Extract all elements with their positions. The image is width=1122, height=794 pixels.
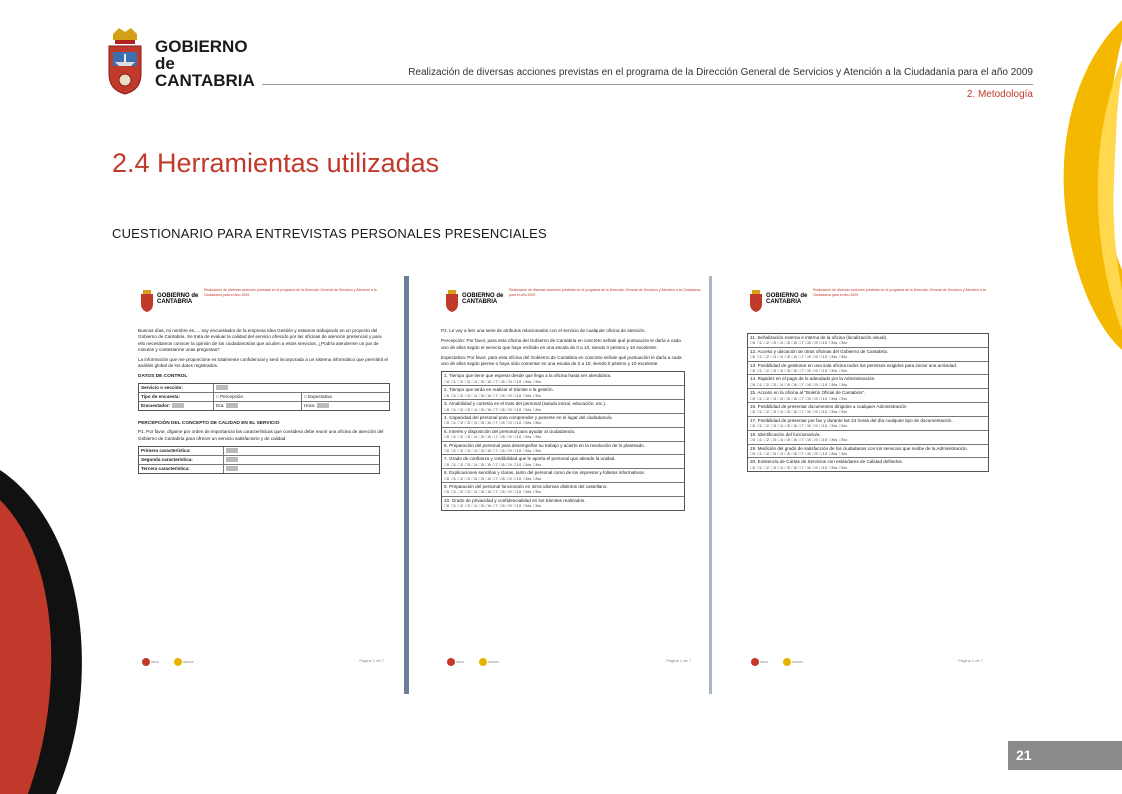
decorative-swoosh-left — [0, 470, 90, 794]
org-line2: de — [155, 54, 175, 73]
hora-field — [317, 403, 329, 408]
attr-row — [442, 372, 684, 386]
attr-label: 20. Existencia de Cartas de Servicios con estándares de Calidad definidos. — [750, 459, 903, 465]
attr-scale: □0 □1 □2 □3 □4 □5 □6 □7 □8 □9 □10 □Ns □Nc — [444, 461, 542, 467]
char-1: Primera característica: — [139, 447, 224, 455]
foot-page: Página 1 de 7 — [359, 658, 384, 663]
attr-scale: □0 □1 □2 □3 □4 □5 □6 □7 □8 □9 □10 □Ns □Nc — [444, 392, 542, 398]
row-hora: Hora: — [304, 403, 316, 409]
char-3: Tercera característica: — [139, 465, 224, 473]
char-2-field — [226, 457, 238, 462]
page-separator — [404, 276, 409, 694]
questionnaire-page-1 — [128, 276, 398, 694]
attr-row — [748, 389, 988, 403]
intro-text: Buenos días, mi nombre es..... soy encuestador de la empresa Idea Gestión y estamos trabajando en un proyecto del Gobierno de Cantabria. Se trata de evaluar la calidad del servicio ofrecido por las oficinas de atención presencial y para ello necesitamos conocer la opinión de los ciudadanos/as que acuden a estos servicios. ¿Podría atenderme un par de minutos y contestarme unas preguntas? — [138, 328, 382, 352]
attr-label: 4. Capacidad del personal para comprender y ponerse en el lugar del ciudadano/a. — [444, 414, 613, 420]
attr-label: 2. Tiempo que tarda en realizar el trámite o la gestión. — [444, 387, 554, 393]
mini-coat-of-arms-icon — [140, 290, 154, 312]
attr-row — [748, 375, 988, 389]
doc-footer — [142, 658, 384, 672]
foot-saova: saova — [791, 659, 803, 665]
foot-page: Página 1 de 7 — [958, 658, 983, 663]
attr-row — [748, 431, 988, 445]
attr-label: 12. Acceso y ubicación de otras oficinas del Gobierno de Cantabria. — [750, 348, 888, 354]
mini-org: GOBIERNO de CANTABRIA — [462, 293, 504, 305]
attr-label: 16. Posibilidad de presentar documentos dirigidos a cualquier Administración — [750, 404, 907, 410]
characteristics-table — [138, 446, 380, 474]
attr-row — [442, 400, 684, 414]
gobierno-cantabria-logo — [105, 28, 255, 98]
attr-scale: □0 □1 □2 □3 □4 □5 □6 □7 □8 □9 □10 □Ns □Nc — [444, 378, 542, 384]
row-type: Tipo de encuesta: — [139, 393, 214, 401]
mini-org: GOBIERNO de CANTABRIA — [157, 293, 199, 305]
control-title: DATOS DE CONTROL — [138, 373, 188, 379]
attr-row — [442, 469, 684, 483]
foot-idea: idea — [456, 659, 464, 665]
attr-scale: □0 □1 □2 □3 □4 □5 □6 □7 □8 □9 □10 □Ns □Nc — [444, 447, 542, 453]
p2-text: P2. Le voy a leer una serie de atributos relacionados con el servicio de cualquier oficina de atención. — [441, 328, 646, 333]
questionnaire-page-2 — [433, 276, 705, 694]
opt-expectation: Expectativa — [308, 394, 332, 400]
attr-row — [748, 348, 988, 362]
attr-label: 6. Preparación del personal para desempeñar su trabajo y acierto en la resolución de lo planteado. — [444, 442, 645, 448]
foot-saova: saova — [487, 659, 499, 665]
attr-scale: □0 □1 □2 □3 □4 □5 □6 □7 □8 □9 □10 □Ns □Nc — [444, 475, 542, 481]
header-section: 2. Metodología — [966, 89, 1033, 100]
saova-logo-icon — [479, 658, 487, 666]
attributes-table-1 — [441, 371, 685, 510]
char-2: Segunda característica: — [139, 456, 224, 464]
concept-title: PERCEPCIÓN DEL CONCEPTO DE CALIDAD EN EL SERVICIO — [138, 421, 280, 427]
char-1-field — [226, 448, 238, 453]
attr-label: 15. Acceso en la oficina al "Boletín Oficial de Cantabria". — [750, 390, 865, 396]
service-field — [216, 385, 228, 390]
idea-logo-icon — [142, 658, 150, 666]
mini-header: Realización de diversas acciones previstas en el programa de la Dirección General de Servicios y Atención a la Ciudadanía para el año 2009 — [509, 288, 701, 297]
attr-scale: □0 □1 □2 □3 □4 □5 □6 □7 □8 □9 □10 □Ns □Nc — [750, 395, 848, 401]
foot-saova: saova — [182, 659, 194, 665]
attr-label: 8. Explicaciones sencillas y claras, tanto del personal como de los impresos y folletos informativos. — [444, 470, 645, 476]
attr-row — [748, 334, 988, 348]
idea-logo-icon — [447, 658, 455, 666]
attr-row — [748, 458, 988, 471]
attr-row — [442, 442, 684, 456]
header-divider — [262, 84, 1033, 85]
attr-scale: □0 □1 □2 □3 □4 □5 □6 □7 □8 □9 □10 □Ns □Nc — [750, 368, 848, 374]
mini-logo — [140, 290, 200, 314]
expectation-text: Expectativa: Por favor, para esta oficina del Gobierno de Cantabria en concreto señale qué puntuación le daría a cada uno de ellos según piense o haya oído comentar en una escala de 0 a 10, siendo 0 pésimo y 10 excelente. — [441, 354, 682, 367]
dia-field — [226, 403, 238, 408]
attr-row — [442, 455, 684, 469]
attr-label: 14. Rapidez en el pago de lo adeudado por la Administración. — [750, 376, 876, 382]
attr-scale: □0 □1 □2 □3 □4 □5 □6 □7 □8 □9 □10 □Ns □Nc — [750, 354, 848, 360]
mini-header: Realización de diversas acciones previstas en el programa de la Dirección General de Servicios y Atención a la Ciudadanía para el año 2009 — [204, 288, 377, 297]
attr-label: 17. Posibilidad de presentar por fax y durante las 24 horas del día cualquier tipo de documentación. — [750, 417, 953, 423]
perception-text: Percepción: Por favor, para esta oficina del Gobierno de Cantabria en concreto señale qué puntuación le daría a cada uno de ellos según el servicio que haya recibido en una escala de 0 a 10, siendo 0 pésimo y 10 excelente. — [441, 338, 681, 350]
coat-of-arms-icon — [105, 28, 145, 96]
foot-idea: idea — [151, 659, 159, 665]
mini-coat-of-arms-icon — [749, 290, 763, 312]
attr-label: 5. Interés y disposición del personal para ayudar al ciudadano/a. — [444, 428, 576, 434]
attr-scale: □0 □1 □2 □3 □4 □5 □6 □7 □8 □9 □10 □Ns □Nc — [750, 464, 848, 470]
idea-logo-icon — [751, 658, 759, 666]
char-3-field — [226, 466, 238, 471]
attr-label: 10. Grado de privacidad y confidencialidad en los trámites realizados. — [444, 497, 586, 503]
row-dia: Día: — [216, 403, 225, 409]
attr-row — [442, 483, 684, 497]
attr-row — [442, 386, 684, 400]
attributes-table-2 — [747, 333, 989, 472]
foot-idea: idea — [760, 659, 768, 665]
questionnaire-page-3 — [737, 276, 997, 694]
doc-footer — [751, 658, 983, 672]
encuestador-field — [172, 403, 184, 408]
confidential-text: La información que me proporcione es totalmente confidencial y será incorporada a un sistema informático que permitirá el análisis global de los datos registrados. — [138, 357, 388, 369]
attr-row — [748, 445, 988, 459]
page-subtitle: CUESTIONARIO PARA ENTREVISTAS PERSONALES PRESENCIALES — [112, 226, 547, 241]
org-line1: GOBIERNO — [155, 37, 248, 56]
mini-org: GOBIERNO de CANTABRIA — [766, 293, 808, 305]
attr-row — [442, 428, 684, 442]
attr-scale: □0 □1 □2 □3 □4 □5 □6 □7 □8 □9 □10 □Ns □Nc — [444, 420, 542, 426]
attr-row — [442, 414, 684, 428]
attr-label: 11. Señalización externa e interna de la oficina (localización visual). — [750, 335, 888, 340]
attr-row — [748, 417, 988, 431]
attr-scale: □0 □1 □2 □3 □4 □5 □6 □7 □8 □9 □10 □Ns □Nc — [750, 450, 848, 456]
attr-scale: □0 □1 □2 □3 □4 □5 □6 □7 □8 □9 □10 □Ns □Nc — [444, 503, 542, 509]
mini-header: Realización de diversas acciones previstas en el programa de la Dirección General de Servicios y Atención a la Ciudadanía para el año 2009 — [813, 288, 986, 297]
mini-logo — [445, 290, 505, 314]
page-number-badge: 21 — [1008, 741, 1122, 770]
attr-row — [442, 497, 684, 510]
attr-label: 9. Preparación del personal funcionario en otros idiomas distintos del castellano. — [444, 483, 608, 489]
row-encuestador: Encuestador: — [141, 403, 171, 409]
row-service: Servicio o sección: — [139, 384, 214, 392]
foot-page: Página 1 de 7 — [666, 658, 691, 663]
doc-footer — [447, 658, 691, 672]
org-line3: CANTABRIA — [155, 71, 255, 90]
attr-row — [748, 403, 988, 417]
attr-scale: □0 □1 □2 □3 □4 □5 □6 □7 □8 □9 □10 □Ns □Nc — [750, 409, 848, 415]
attr-scale: □0 □1 □2 □3 □4 □5 □6 □7 □8 □9 □10 □Ns □Nc — [444, 434, 542, 440]
attr-scale: □0 □1 □2 □3 □4 □5 □6 □7 □8 □9 □10 □Ns □Nc — [750, 381, 848, 387]
page-title: 2.4 Herramientas utilizadas — [112, 148, 440, 178]
control-table: Servicio o sección: Tipo de encuesta: □ Percepción □ Expectativa Encuestador: Día: Hora: — [138, 383, 390, 411]
page-separator — [709, 276, 712, 694]
attr-label: 13. Posibilidad de gestionar en una sola oficina todos los permisos exigidos para iniciar una actividad. — [750, 362, 958, 368]
mini-logo — [749, 290, 809, 314]
attr-row — [748, 362, 988, 376]
saova-logo-icon — [783, 658, 791, 666]
header-title: Realización de diversas acciones previstas en el programa de la Dirección General de Servicios y Atención a la Ciudadanía para el año 2009 — [408, 67, 1033, 78]
attr-label: 3. Amabilidad y cortesía en el trato del personal (saludo inicial, educación, etc.). — [444, 401, 607, 407]
attr-label: 18. Identificación del funcionario/a. — [750, 431, 821, 437]
p1-text: P1. Por favor, dígame por orden de importancia las características que considera debe reunir una oficina de atención del Gobierno de Cantabria para ofrecer un servicio satisfactorio y de calidad. — [138, 429, 384, 441]
attr-label: 1. Tiempo que tiene que esperar desde que llega a la oficina hasta ser atendido/a. — [444, 373, 612, 379]
attr-label: 19. Medición del grado de satisfacción de los ciudadanos con los servicios que recibe de la Administración. — [750, 445, 968, 451]
attr-scale: □0 □1 □2 □3 □4 □5 □6 □7 □8 □9 □10 □Ns □Nc — [750, 423, 848, 429]
attr-scale: □0 □1 □2 □3 □4 □5 □6 □7 □8 □9 □10 □Ns □Nc — [444, 489, 542, 495]
attr-scale: □0 □1 □2 □3 □4 □5 □6 □7 □8 □9 □10 □Ns □Nc — [750, 437, 848, 443]
saova-logo-icon — [174, 658, 182, 666]
attr-scale: □0 □1 □2 □3 □4 □5 □6 □7 □8 □9 □10 □Ns □Nc — [750, 340, 848, 346]
opt-perception: Percepción — [220, 394, 244, 400]
decorative-swoosh-right — [1040, 20, 1122, 350]
attr-scale: □0 □1 □2 □3 □4 □5 □6 □7 □8 □9 □10 □Ns □Nc — [444, 406, 542, 412]
attr-label: 7. Grado de confianza y credibilidad que le aporta el personal que atiende la unidad. — [444, 456, 616, 462]
mini-coat-of-arms-icon — [445, 290, 459, 312]
